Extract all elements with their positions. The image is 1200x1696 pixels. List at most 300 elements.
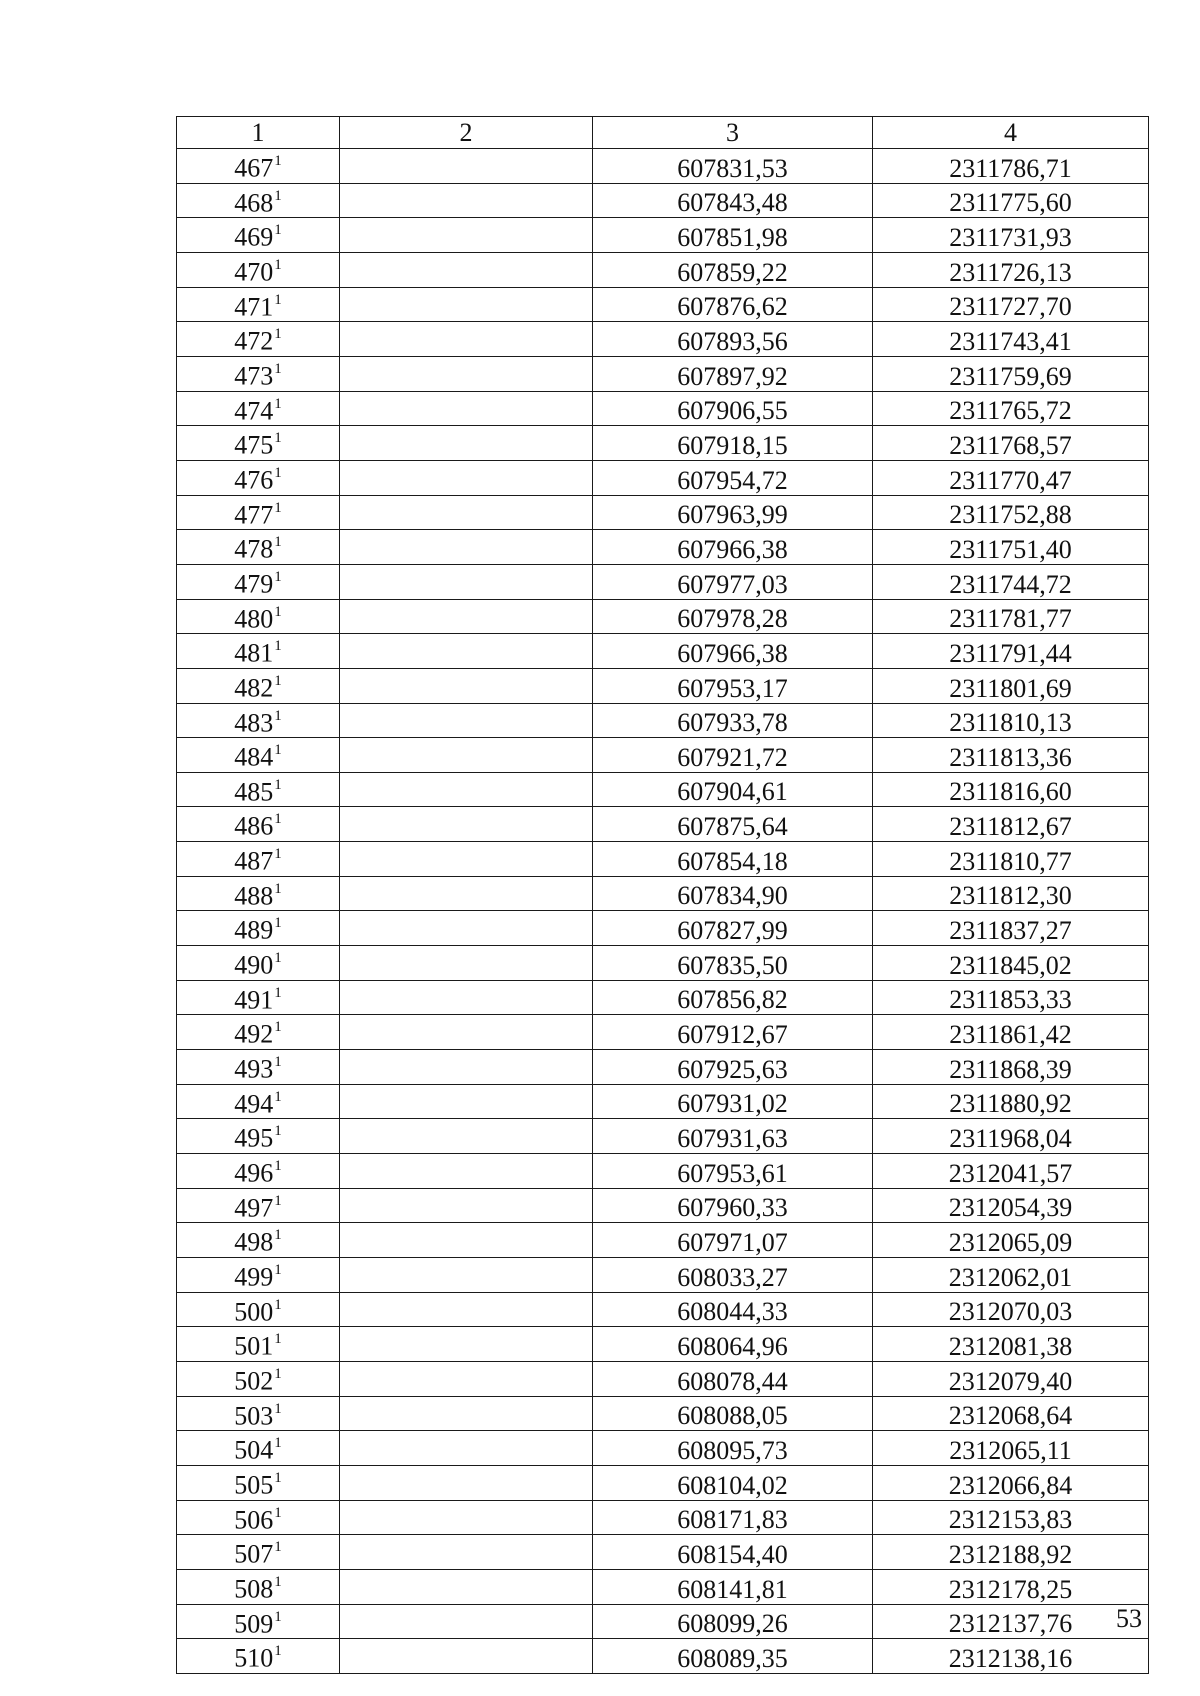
empty-cell (340, 738, 593, 773)
empty-cell (340, 1119, 593, 1154)
point-number: 510 (234, 1643, 274, 1673)
table-row (177, 1050, 1149, 1085)
point-number-cell (177, 1465, 340, 1500)
x-coordinate-cell: 608044,33 (593, 1292, 873, 1327)
point-number-cell (177, 599, 340, 634)
y-coordinate-cell: 2311813,36 (873, 738, 1149, 773)
point-number-cell (177, 287, 340, 322)
point-superscript: 1 (274, 603, 282, 620)
point-superscript: 1 (274, 1504, 282, 1521)
y-coordinate-cell: 2311726,13 (873, 252, 1149, 287)
x-coordinate-cell: 607906,55 (593, 391, 873, 426)
point-number-cell (177, 738, 340, 773)
header-col-2: 2 (340, 117, 593, 149)
y-coordinate-cell: 2312137,76 (873, 1604, 1149, 1639)
y-coordinate-cell: 2311812,67 (873, 807, 1149, 842)
table-row (177, 1292, 1149, 1327)
point-superscript: 1 (274, 1192, 282, 1209)
table-row (177, 1015, 1149, 1050)
table-row (177, 322, 1149, 357)
point-superscript: 1 (274, 915, 282, 932)
x-coordinate-cell: 607831,53 (593, 149, 873, 184)
point-number: 504 (234, 1435, 274, 1465)
coordinates-table (176, 116, 1149, 1674)
point-number: 492 (234, 1020, 274, 1050)
x-coordinate-cell: 607876,62 (593, 287, 873, 322)
x-coordinate-cell: 608154,40 (593, 1535, 873, 1570)
table-row (177, 1396, 1149, 1431)
table-row (177, 1639, 1149, 1674)
y-coordinate-cell: 2311727,70 (873, 287, 1149, 322)
x-coordinate-cell: 607953,17 (593, 668, 873, 703)
point-superscript: 1 (274, 1331, 282, 1348)
point-number-cell (177, 356, 340, 391)
point-superscript: 1 (274, 464, 282, 481)
table-row (177, 980, 1149, 1015)
y-coordinate-cell: 2311743,41 (873, 322, 1149, 357)
x-coordinate-cell: 607875,64 (593, 807, 873, 842)
empty-cell (340, 1154, 593, 1189)
empty-cell (340, 391, 593, 426)
x-coordinate-cell: 607827,99 (593, 911, 873, 946)
empty-cell (340, 772, 593, 807)
point-superscript: 1 (274, 776, 282, 793)
empty-cell (340, 599, 593, 634)
table-row (177, 1361, 1149, 1396)
point-number: 502 (234, 1366, 274, 1396)
table-row (177, 495, 1149, 530)
x-coordinate-cell: 607918,15 (593, 426, 873, 461)
x-coordinate-cell: 607977,03 (593, 564, 873, 599)
point-number-cell (177, 149, 340, 184)
header-col-3: 3 (593, 117, 873, 149)
point-number-cell (177, 1639, 340, 1674)
point-number-cell (177, 1431, 340, 1466)
y-coordinate-cell: 2311968,04 (873, 1119, 1149, 1154)
point-number-cell (177, 218, 340, 253)
x-coordinate-cell: 607859,22 (593, 252, 873, 287)
point-number: 483 (234, 708, 274, 738)
point-number: 489 (234, 916, 274, 946)
x-coordinate-cell: 607912,67 (593, 1015, 873, 1050)
y-coordinate-cell: 2311781,77 (873, 599, 1149, 634)
point-superscript: 1 (274, 638, 282, 655)
point-number-cell (177, 564, 340, 599)
point-number: 501 (234, 1331, 274, 1361)
y-coordinate-cell: 2312066,84 (873, 1465, 1149, 1500)
point-number: 473 (234, 361, 274, 391)
point-number: 499 (234, 1262, 274, 1292)
point-number-cell (177, 703, 340, 738)
y-coordinate-cell: 2312065,09 (873, 1223, 1149, 1258)
point-number-cell (177, 183, 340, 218)
point-number-cell (177, 426, 340, 461)
x-coordinate-cell: 607925,63 (593, 1050, 873, 1085)
x-coordinate-cell: 607921,72 (593, 738, 873, 773)
empty-cell (340, 946, 593, 981)
point-superscript: 1 (274, 1643, 282, 1660)
table-row (177, 391, 1149, 426)
empty-cell (340, 1292, 593, 1327)
y-coordinate-cell: 2311845,02 (873, 946, 1149, 981)
x-coordinate-cell: 607893,56 (593, 322, 873, 357)
y-coordinate-cell: 2312188,92 (873, 1535, 1149, 1570)
x-coordinate-cell: 608104,02 (593, 1465, 873, 1500)
point-number-cell (177, 1327, 340, 1362)
point-superscript: 1 (274, 846, 282, 863)
point-superscript: 1 (274, 1400, 282, 1417)
point-number: 477 (234, 500, 274, 530)
point-number: 488 (234, 881, 274, 911)
point-number: 486 (234, 812, 274, 842)
point-number-cell (177, 1084, 340, 1119)
point-number: 493 (234, 1054, 274, 1084)
y-coordinate-cell: 2311861,42 (873, 1015, 1149, 1050)
empty-cell (340, 980, 593, 1015)
x-coordinate-cell: 607971,07 (593, 1223, 873, 1258)
point-superscript: 1 (274, 1019, 282, 1036)
table-row (177, 1188, 1149, 1223)
x-coordinate-cell: 607978,28 (593, 599, 873, 634)
point-number: 471 (234, 292, 274, 322)
table-row (177, 1604, 1149, 1639)
empty-cell (340, 1327, 593, 1362)
point-number-cell (177, 1015, 340, 1050)
point-number: 468 (234, 188, 274, 218)
point-number-cell (177, 772, 340, 807)
y-coordinate-cell: 2311768,57 (873, 426, 1149, 461)
point-superscript: 1 (274, 984, 282, 1001)
table-row (177, 1223, 1149, 1258)
point-number-cell (177, 634, 340, 669)
table-row (177, 772, 1149, 807)
empty-cell (340, 530, 593, 565)
point-number-cell (177, 495, 340, 530)
point-number-cell (177, 668, 340, 703)
point-number: 487 (234, 846, 274, 876)
table-row (177, 738, 1149, 773)
table-row (177, 287, 1149, 322)
point-number-cell (177, 322, 340, 357)
point-number: 507 (234, 1539, 274, 1569)
empty-cell (340, 356, 593, 391)
point-superscript: 1 (274, 1296, 282, 1313)
y-coordinate-cell: 2311868,39 (873, 1050, 1149, 1085)
point-number: 481 (234, 638, 274, 668)
point-number-cell (177, 460, 340, 495)
x-coordinate-cell: 607851,98 (593, 218, 873, 253)
x-coordinate-cell: 608088,05 (593, 1396, 873, 1431)
point-number-cell (177, 1500, 340, 1535)
point-superscript: 1 (274, 291, 282, 308)
point-superscript: 1 (274, 742, 282, 759)
y-coordinate-cell: 2311752,88 (873, 495, 1149, 530)
y-coordinate-cell: 2311816,60 (873, 772, 1149, 807)
point-superscript: 1 (274, 1262, 282, 1278)
point-number: 505 (234, 1470, 274, 1500)
table-row (177, 1465, 1149, 1500)
table-row (177, 564, 1149, 599)
empty-cell (340, 1535, 593, 1570)
point-number: 479 (234, 569, 274, 599)
point-number: 480 (234, 604, 274, 634)
point-superscript: 1 (274, 1365, 282, 1382)
x-coordinate-cell: 607960,33 (593, 1188, 873, 1223)
point-number-cell (177, 530, 340, 565)
empty-cell (340, 703, 593, 738)
point-superscript: 1 (274, 950, 282, 967)
point-superscript: 1 (274, 360, 282, 377)
point-number: 484 (234, 742, 274, 772)
y-coordinate-cell: 2312138,16 (873, 1639, 1149, 1674)
x-coordinate-cell: 607963,99 (593, 495, 873, 530)
x-coordinate-cell: 608078,44 (593, 1361, 873, 1396)
point-superscript: 1 (274, 811, 282, 828)
table-row (177, 1154, 1149, 1189)
point-number: 495 (234, 1124, 274, 1154)
point-number-cell (177, 946, 340, 981)
x-coordinate-cell: 607835,50 (593, 946, 873, 981)
point-superscript: 1 (274, 568, 282, 585)
y-coordinate-cell: 2311801,69 (873, 668, 1149, 703)
point-superscript: 1 (274, 395, 282, 412)
header-col-1: 1 (177, 117, 340, 149)
point-superscript: 1 (274, 1158, 282, 1175)
y-coordinate-cell: 2311810,77 (873, 842, 1149, 877)
point-number-cell (177, 1569, 340, 1604)
point-superscript: 1 (274, 880, 282, 897)
y-coordinate-cell: 2312041,57 (873, 1154, 1149, 1189)
y-coordinate-cell: 2311810,13 (873, 703, 1149, 738)
table-row (177, 842, 1149, 877)
table-row (177, 183, 1149, 218)
empty-cell (340, 183, 593, 218)
empty-cell (340, 426, 593, 461)
y-coordinate-cell: 2312153,83 (873, 1500, 1149, 1535)
point-number: 503 (234, 1401, 274, 1431)
empty-cell (340, 252, 593, 287)
point-superscript: 1 (274, 1539, 282, 1556)
empty-cell (340, 807, 593, 842)
point-superscript: 1 (274, 187, 282, 204)
point-number-cell (177, 1188, 340, 1223)
table-row (177, 1500, 1149, 1535)
point-number: 509 (234, 1609, 274, 1639)
x-coordinate-cell: 607966,38 (593, 634, 873, 669)
empty-cell (340, 149, 593, 184)
point-number: 478 (234, 534, 274, 564)
empty-cell (340, 876, 593, 911)
point-superscript: 1 (274, 1435, 282, 1452)
point-number: 508 (234, 1574, 274, 1604)
empty-cell (340, 1431, 593, 1466)
empty-cell (340, 1465, 593, 1500)
point-superscript: 1 (274, 1123, 282, 1140)
empty-cell (340, 1361, 593, 1396)
point-number: 498 (234, 1228, 274, 1257)
x-coordinate-cell: 607834,90 (593, 876, 873, 911)
empty-cell (340, 1639, 593, 1674)
table-row (177, 668, 1149, 703)
y-coordinate-cell: 2311770,47 (873, 460, 1149, 495)
x-coordinate-cell: 608171,83 (593, 1500, 873, 1535)
table-row (177, 149, 1149, 184)
x-coordinate-cell: 608089,35 (593, 1639, 873, 1674)
point-number-cell (177, 807, 340, 842)
y-coordinate-cell: 2312178,25 (873, 1569, 1149, 1604)
point-number: 506 (234, 1505, 274, 1535)
point-number-cell (177, 1292, 340, 1327)
point-superscript: 1 (274, 1608, 282, 1625)
point-number: 497 (234, 1193, 274, 1223)
x-coordinate-cell: 607897,92 (593, 356, 873, 391)
page-number: 53 (1116, 1604, 1142, 1633)
point-superscript: 1 (274, 534, 282, 551)
point-number: 467 (234, 153, 274, 183)
table-header-row (177, 117, 1149, 149)
point-superscript: 1 (274, 1469, 282, 1486)
x-coordinate-cell: 608141,81 (593, 1569, 873, 1604)
y-coordinate-cell: 2312062,01 (873, 1258, 1149, 1293)
y-coordinate-cell: 2312068,64 (873, 1396, 1149, 1431)
point-superscript: 1 (274, 256, 282, 273)
point-number: 474 (234, 396, 274, 426)
empty-cell (340, 564, 593, 599)
table-row (177, 460, 1149, 495)
point-superscript: 1 (274, 1573, 282, 1590)
empty-cell (340, 1258, 593, 1293)
point-number: 482 (234, 673, 274, 703)
table-body (177, 149, 1149, 1674)
x-coordinate-cell: 607933,78 (593, 703, 873, 738)
y-coordinate-cell: 2312081,38 (873, 1327, 1149, 1362)
empty-cell (340, 218, 593, 253)
x-coordinate-cell: 608033,27 (593, 1258, 873, 1293)
point-number: 475 (234, 430, 274, 460)
point-number-cell (177, 1223, 340, 1258)
empty-cell (340, 842, 593, 877)
point-superscript: 1 (274, 430, 282, 447)
table-row (177, 1327, 1149, 1362)
y-coordinate-cell: 2311812,30 (873, 876, 1149, 911)
x-coordinate-cell: 607854,18 (593, 842, 873, 877)
table-row (177, 911, 1149, 946)
table-row (177, 876, 1149, 911)
x-coordinate-cell: 607966,38 (593, 530, 873, 565)
point-superscript: 1 (274, 707, 282, 724)
x-coordinate-cell: 607931,63 (593, 1119, 873, 1154)
y-coordinate-cell: 2311744,72 (873, 564, 1149, 599)
point-number: 470 (234, 257, 274, 287)
y-coordinate-cell: 2311765,72 (873, 391, 1149, 426)
empty-cell (340, 1188, 593, 1223)
table-row (177, 1535, 1149, 1570)
point-superscript: 1 (274, 1054, 282, 1071)
table-row (177, 946, 1149, 981)
y-coordinate-cell: 2312070,03 (873, 1292, 1149, 1327)
point-number-cell (177, 1535, 340, 1570)
table-row (177, 1569, 1149, 1604)
table-row (177, 1431, 1149, 1466)
y-coordinate-cell: 2311880,92 (873, 1084, 1149, 1119)
point-number: 490 (234, 950, 274, 980)
table-row (177, 703, 1149, 738)
x-coordinate-cell: 607856,82 (593, 980, 873, 1015)
x-coordinate-cell: 608095,73 (593, 1431, 873, 1466)
empty-cell (340, 495, 593, 530)
table-row (177, 356, 1149, 391)
point-number-cell (177, 1258, 340, 1293)
empty-cell (340, 1500, 593, 1535)
point-superscript: 1 (274, 222, 282, 239)
y-coordinate-cell: 2311775,60 (873, 183, 1149, 218)
x-coordinate-cell: 607931,02 (593, 1084, 873, 1119)
point-number-cell (177, 252, 340, 287)
y-coordinate-cell: 2312054,39 (873, 1188, 1149, 1223)
empty-cell (340, 1050, 593, 1085)
empty-cell (340, 668, 593, 703)
point-superscript: 1 (274, 153, 282, 169)
x-coordinate-cell: 607843,48 (593, 183, 873, 218)
point-number-cell (177, 1119, 340, 1154)
empty-cell (340, 1604, 593, 1639)
table-row (177, 1119, 1149, 1154)
point-superscript: 1 (274, 672, 282, 689)
empty-cell (340, 322, 593, 357)
empty-cell (340, 911, 593, 946)
y-coordinate-cell: 2311791,44 (873, 634, 1149, 669)
point-number: 500 (234, 1297, 274, 1327)
y-coordinate-cell: 2311837,27 (873, 911, 1149, 946)
point-number: 494 (234, 1089, 274, 1119)
y-coordinate-cell: 2311751,40 (873, 530, 1149, 565)
empty-cell (340, 1396, 593, 1431)
table-row (177, 807, 1149, 842)
point-number: 472 (234, 326, 274, 356)
y-coordinate-cell: 2311759,69 (873, 356, 1149, 391)
point-number-cell (177, 1154, 340, 1189)
point-number-cell (177, 1050, 340, 1085)
point-number-cell (177, 876, 340, 911)
table-row (177, 634, 1149, 669)
point-number-cell (177, 842, 340, 877)
point-number-cell (177, 911, 340, 946)
y-coordinate-cell: 2312079,40 (873, 1361, 1149, 1396)
y-coordinate-cell: 2311853,33 (873, 980, 1149, 1015)
point-superscript: 1 (274, 1227, 282, 1244)
table-row (177, 1084, 1149, 1119)
y-coordinate-cell: 2311731,93 (873, 218, 1149, 253)
empty-cell (340, 1569, 593, 1604)
point-number: 469 (234, 222, 274, 252)
point-superscript: 1 (274, 326, 282, 343)
table-row (177, 252, 1149, 287)
y-coordinate-cell: 2312065,11 (873, 1431, 1149, 1466)
table-row (177, 426, 1149, 461)
empty-cell (340, 1084, 593, 1119)
table-row (177, 218, 1149, 253)
point-number-cell (177, 391, 340, 426)
y-coordinate-cell: 2311786,71 (873, 149, 1149, 184)
point-number-cell (177, 1604, 340, 1639)
point-number: 485 (234, 777, 274, 807)
point-superscript: 1 (274, 1088, 282, 1105)
table-row (177, 1258, 1149, 1293)
empty-cell (340, 634, 593, 669)
header-col-4: 4 (873, 117, 1149, 149)
point-number-cell (177, 980, 340, 1015)
x-coordinate-cell: 607954,72 (593, 460, 873, 495)
